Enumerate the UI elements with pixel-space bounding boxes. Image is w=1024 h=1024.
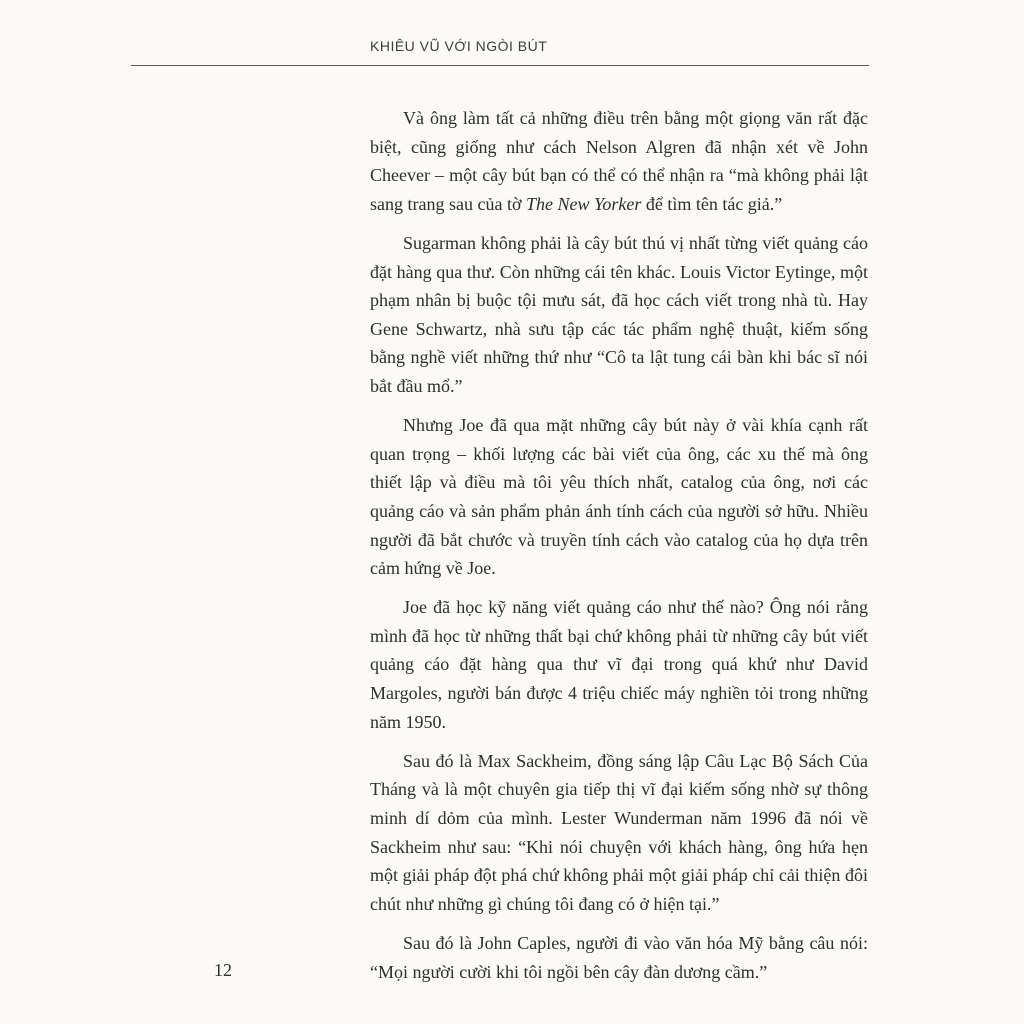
body-paragraph (370, 104, 868, 218)
paragraph-text: để tìm tên tác giả.” (641, 193, 783, 214)
body-paragraph (370, 593, 868, 736)
page-number: 12 (214, 960, 232, 980)
italic-title: The New Yorker (525, 193, 642, 214)
running-head: KHIÊU VŨ VỚI NGÒI BÚT (370, 38, 548, 54)
paragraph-text: Joe đã học kỹ năng viết quảng cáo như thế nào? Ông nói rằng mình đã học từ những thất bại chứ không phải từ những cây bút viết quảng cáo đặt hàng qua thư vĩ đại trong quá khứ như David Margoles, người bán được 4 triệu chiếc máy nghiền tỏi trong những năm 1950. (370, 597, 868, 732)
body-text (370, 104, 868, 986)
body-paragraph (370, 747, 868, 919)
body-paragraph (370, 411, 868, 583)
paragraph-text: Sau đó là Max Sackheim, đồng sáng lập Câu Lạc Bộ Sách Của Tháng và là một chuyên gia tiếp thị vĩ đại kiếm sống nhờ sự thông minh dí dỏm của mình. Lester Wunderman năm 1996 đã nói về Sackheim như sau: “Khi nói chuyện với khách hàng, ông hứa hẹn một giải pháp đột phá chứ không phải một giải pháp chỉ cải thiện đôi chút như những gì chúng tôi đang có ở hiện tại.” (370, 750, 868, 914)
header-rule (131, 65, 869, 66)
paragraph-text: Sau đó là John Caples, người đi vào văn hóa Mỹ bằng câu nói: “Mọi người cười khi tôi ngồi bên cây đàn dương cầm.” (370, 933, 868, 982)
paragraph-text: Nhưng Joe đã qua mặt những cây bút này ở vài khía cạnh rất quan trọng – khối lượng các bài viết của ông, các xu thế mà ông thiết lập và điều mà tôi yêu thích nhất, catalog của ông, nơi các quảng cáo và sản phẩm phản ánh tính cách của người sở hữu. Nhiều người đã bắt chước và truyền tính cách vào catalog của họ dựa trên cảm hứng về Joe. (370, 415, 868, 579)
paragraph-text: Và ông làm tất cả những điều trên bằng một giọng văn rất đặc biệt, cũng giống như cách Nelson Algren đã nhận xét về John Cheever – một cây bút bạn có thể có thể nhận ra “mà không phải lật sang trang sau của tờ (370, 108, 868, 214)
body-paragraph (370, 929, 868, 986)
body-paragraph (370, 229, 868, 401)
paragraph-text: Sugarman không phải là cây bút thú vị nhất từng viết quảng cáo đặt hàng qua thư. Còn những cái tên khác. Louis Victor Eytinge, một phạm nhân bị buộc tội mưu sát, đã học cách viết trong nhà tù. Hay Gene Schwartz, nhà sưu tập các tác phẩm nghệ thuật, kiếm sống bằng nghề viết những thứ như “Cô ta lật tung cái bàn khi bác sĩ nói bắt đầu mổ.” (370, 232, 868, 396)
